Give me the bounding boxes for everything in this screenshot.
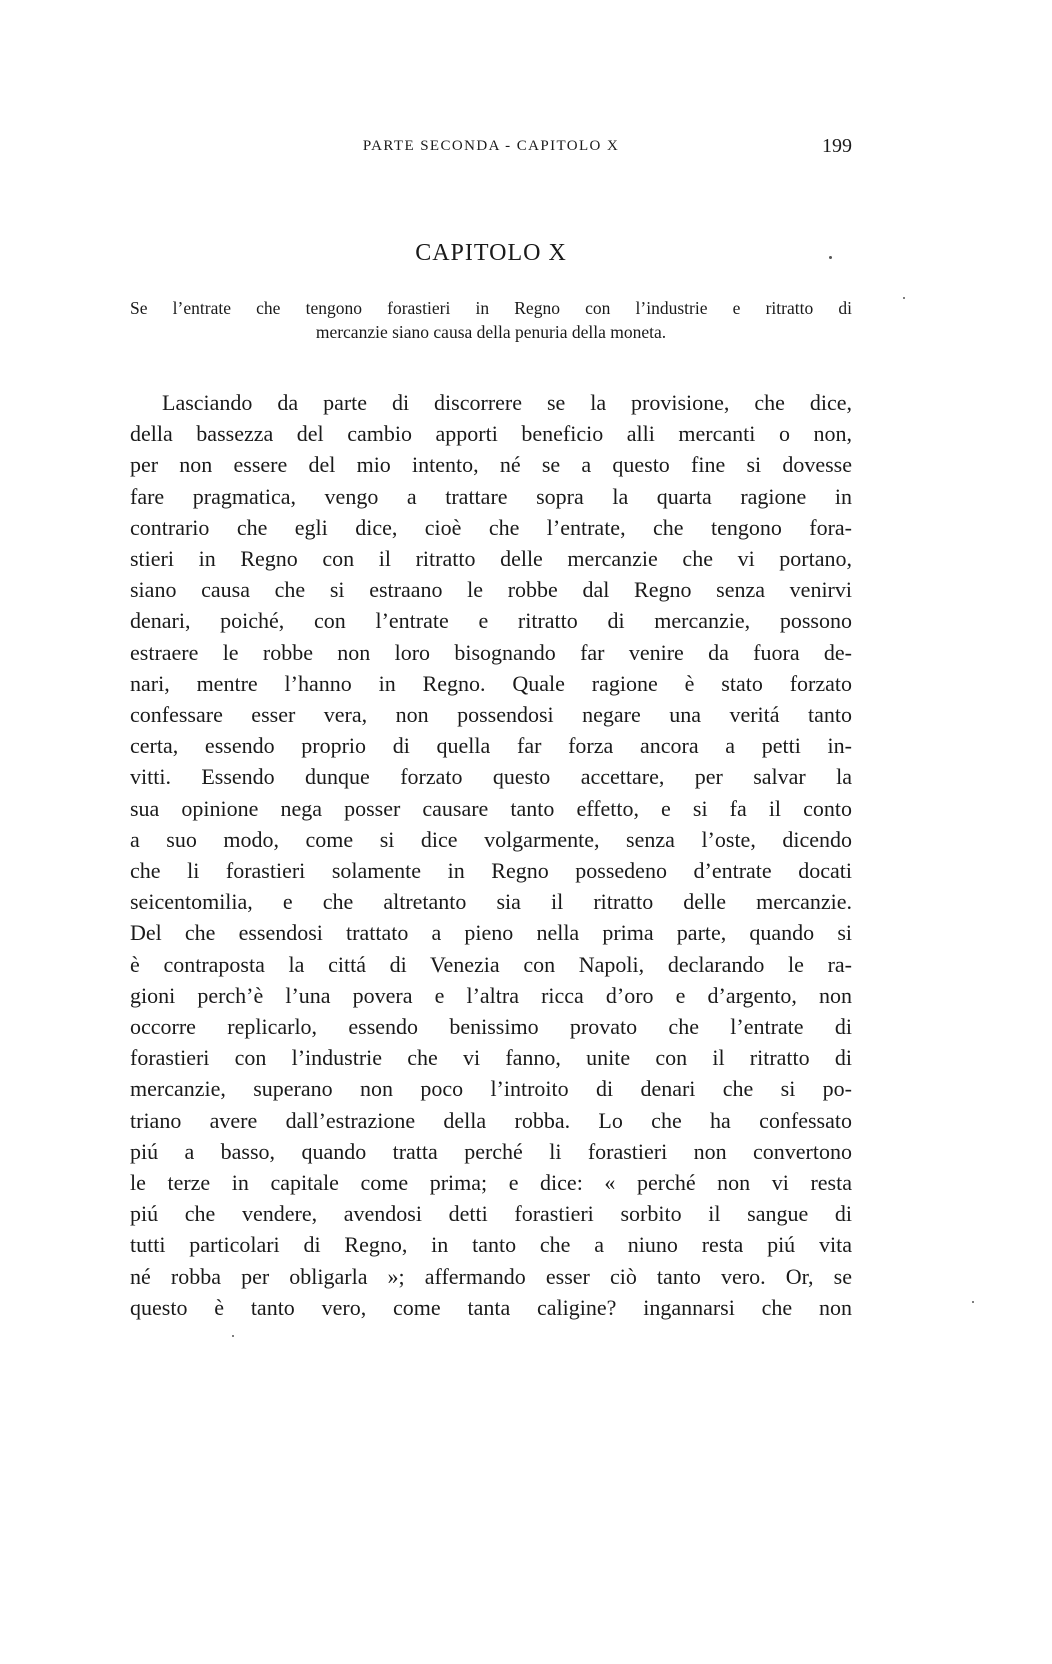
text-line: fare pragmatica, vengo a trattare sopra la quarta ragione in [130,483,852,509]
chapter-subtitle [130,296,852,344]
text-line: è contraposta la cittá di Venezia con Napoli, declarando le ra- [130,951,852,977]
text-line: certa, essendo proprio di quella far forza ancora a petti in- [130,733,852,759]
text-line: né robba per obligarla »; affermando esser ciò tanto vero. Or, se [130,1263,852,1289]
scan-speck [903,297,905,299]
text-line: nari, mentre l’hanno in Regno. Quale ragione è stato forzato [130,670,852,696]
text-line: confessare esser vera, non possendosi negare una veritá tanto [130,702,852,728]
text-line: per non essere del mio intento, né se a questo fine si dovesse [130,452,852,478]
text-line: mercanzie, superano non poco l’introito di denari che si po- [130,1076,852,1102]
text-line: gioni perch’è l’una povera e l’altra ricca d’oro e d’argento, non [130,982,852,1008]
text-line: Del che essendosi trattato a pieno nella prima parte, quando si [130,920,852,946]
text-line: tutti particolari di Regno, in tanto che a niuno resta piú vita [130,1232,852,1258]
page-header [130,136,852,166]
scan-speck [972,1301,974,1303]
text-line: occorre replicarlo, essendo benissimo provato che l’entrate di [130,1014,852,1040]
body-paragraph [130,387,852,1323]
text-line: siano causa che si estraano le robbe dal Regno senza venirvi [130,577,852,603]
text-line: le terze in capitale come prima; e dice: « perché non vi resta [130,1170,852,1196]
chapter-title: CAPITOLO X [415,240,567,266]
text-line: forastieri con l’industrie che vi fanno, unite con il ritratto di [130,1045,852,1071]
text-line: estraere le robbe non loro bisognando far venire da fuora de- [130,639,852,665]
page-number: 199 [822,135,852,157]
subtitle-line: mercanzie siano causa della penuria della moneta. [315,322,667,342]
text-line: piú che vendere, avendosi detti forastieri sorbito il sangue di [130,1201,852,1227]
text-line: seicentomilia, e che altretanto sia il ritratto delle mercanzie. [130,889,852,915]
text-line: che li forastieri solamente in Regno possedeno d’entrate docati [130,858,852,884]
text-line: piú a basso, quando tratta perché li forastieri non convertono [130,1138,852,1164]
running-head: PARTE SECONDA - CAPITOLO X [362,138,620,154]
text-line: sua opinione nega posser causare tanto effetto, e si fa il conto [130,795,852,821]
scan-speck [232,1335,234,1337]
subtitle-line: Se l’entrate che tengono forastieri in Regno con l’industrie e ritratto di [130,298,852,318]
text-line: Lasciando da parte di discorrere se la provisione, che dice, [162,390,852,415]
text-line: questo è tanto vero, come tanta caligine? ingannarsi che non [130,1294,852,1320]
text-line: stieri in Regno con il ritratto delle mercanzie che vi portano, [130,546,852,572]
text-line: denari, poiché, con l’entrate e ritratto di mercanzie, possono [130,608,852,634]
text-line: triano avere dall’estrazione della robba. Lo che ha confessato [130,1107,852,1133]
text-line: contrario che egli dice, cioè che l’entrate, che tengono fora- [130,514,852,540]
text-line: vitti. Essendo dunque forzato questo accettare, per salvar la [130,764,852,790]
text-line: a suo modo, come si dice volgarmente, senza l’oste, dicendo [130,826,852,852]
scan-speck [829,256,832,259]
text-line: della bassezza del cambio apporti beneficio alli mercanti o non, [130,421,852,447]
